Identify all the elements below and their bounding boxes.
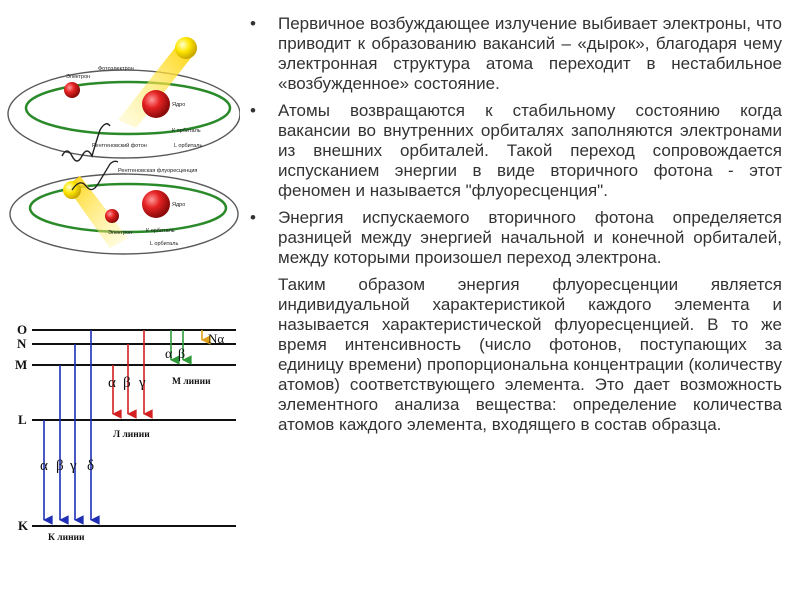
l-alpha-label: α (108, 375, 116, 391)
energy-level-diagram (15, 322, 236, 543)
n-series-label: Nα (208, 331, 225, 346)
level-m-label: M (15, 357, 28, 372)
level-o-label: O (17, 322, 28, 337)
label-xray-fluorescence: Рентгеновская флуоресценция (118, 168, 198, 174)
bullet-item (246, 14, 782, 94)
label-nucleus: Ядро (172, 202, 186, 208)
bullet-text-relaxation: Атомы возвращаются к стабильному состоянию когда вакансии во внутренних орбиталях заполняются электронами из внешних орбиталей. Такой переход сопровождается испусканием энергии в виде вторичного фотона - этот феномен и называется "флуоресценция". (278, 101, 782, 200)
label-electron: Электрон (66, 74, 91, 80)
l-orbit (10, 174, 238, 254)
l-series-label: Л линии (113, 430, 150, 440)
nucleus-ball (142, 190, 170, 218)
conclusion-text: Таким образом энергия флуоресценции является индивидуальной характеристикой каждого элемента и называется характеристической флуоресценцией. В то же время интенсивность (число фотонов, поступающих за единицу времени) пропорциональна концентрации (количеству атомов) соответствующего элемента. Это дает возможность элементного анализа вещества: определение количества атомов каждого элемента, входящего в состав образца. (278, 275, 782, 434)
level-k-label: K (18, 518, 29, 533)
k-series-label: К линии (48, 533, 85, 543)
bullet-item (246, 208, 782, 268)
level-l-label: L (18, 412, 27, 427)
bullet-text-photon-energy: Энергия испускаемого вторичного фотона определяется разницей между энергией начальной и конечной орбиталей, между которыми произошел переход электрона. (278, 208, 782, 267)
bullet-marker: • (250, 208, 256, 227)
k-beta-label: β (56, 458, 64, 474)
fluorescence-figure (10, 161, 238, 254)
label-nucleus: Ядро (172, 102, 186, 108)
nucleus-ball (142, 90, 170, 118)
k-delta-label: δ (87, 458, 95, 474)
conclusion-paragraph (246, 275, 782, 435)
label-photoelectron: Фотоэлектрон (98, 66, 134, 72)
m-beta-label: β (178, 347, 186, 362)
label-k-orbital: К орбиталь (146, 228, 175, 234)
bullet-marker: • (250, 14, 256, 33)
bullet-text-block (246, 14, 782, 442)
photoionization-figure (8, 37, 240, 161)
label-k-orbital: К орбиталь (172, 128, 201, 134)
k-orbit (30, 184, 226, 232)
electron-ball (64, 82, 80, 98)
m-alpha-label: α (165, 347, 173, 362)
m-series-label: М линии (172, 377, 211, 387)
k-alpha-label: α (40, 458, 48, 474)
bullet-item (246, 101, 782, 201)
label-electron: Электрон (108, 230, 133, 236)
photoelectron-ball (175, 37, 197, 59)
l-gamma-label: γ (139, 375, 146, 391)
k-gamma-label: γ (70, 458, 77, 474)
bullet-marker: • (250, 101, 256, 120)
label-l-orbital: L орбиталь (174, 143, 203, 149)
label-l-orbital: L орбиталь (150, 241, 179, 247)
l-beta-label: β (123, 375, 131, 391)
label-xray-photon: Рентгеновский фотон (92, 143, 147, 149)
electron-ball (105, 209, 119, 223)
bullet-text-primary-excitation: Первичное возбуждающее излучение выбивает электроны, что приводит к образованию вакансий – «дырок», благодаря чему электронная структура атома переходит в нестабильное «возбужденное» состояние. (278, 14, 782, 93)
figures-column (0, 0, 240, 600)
level-n-label: N (17, 336, 27, 351)
